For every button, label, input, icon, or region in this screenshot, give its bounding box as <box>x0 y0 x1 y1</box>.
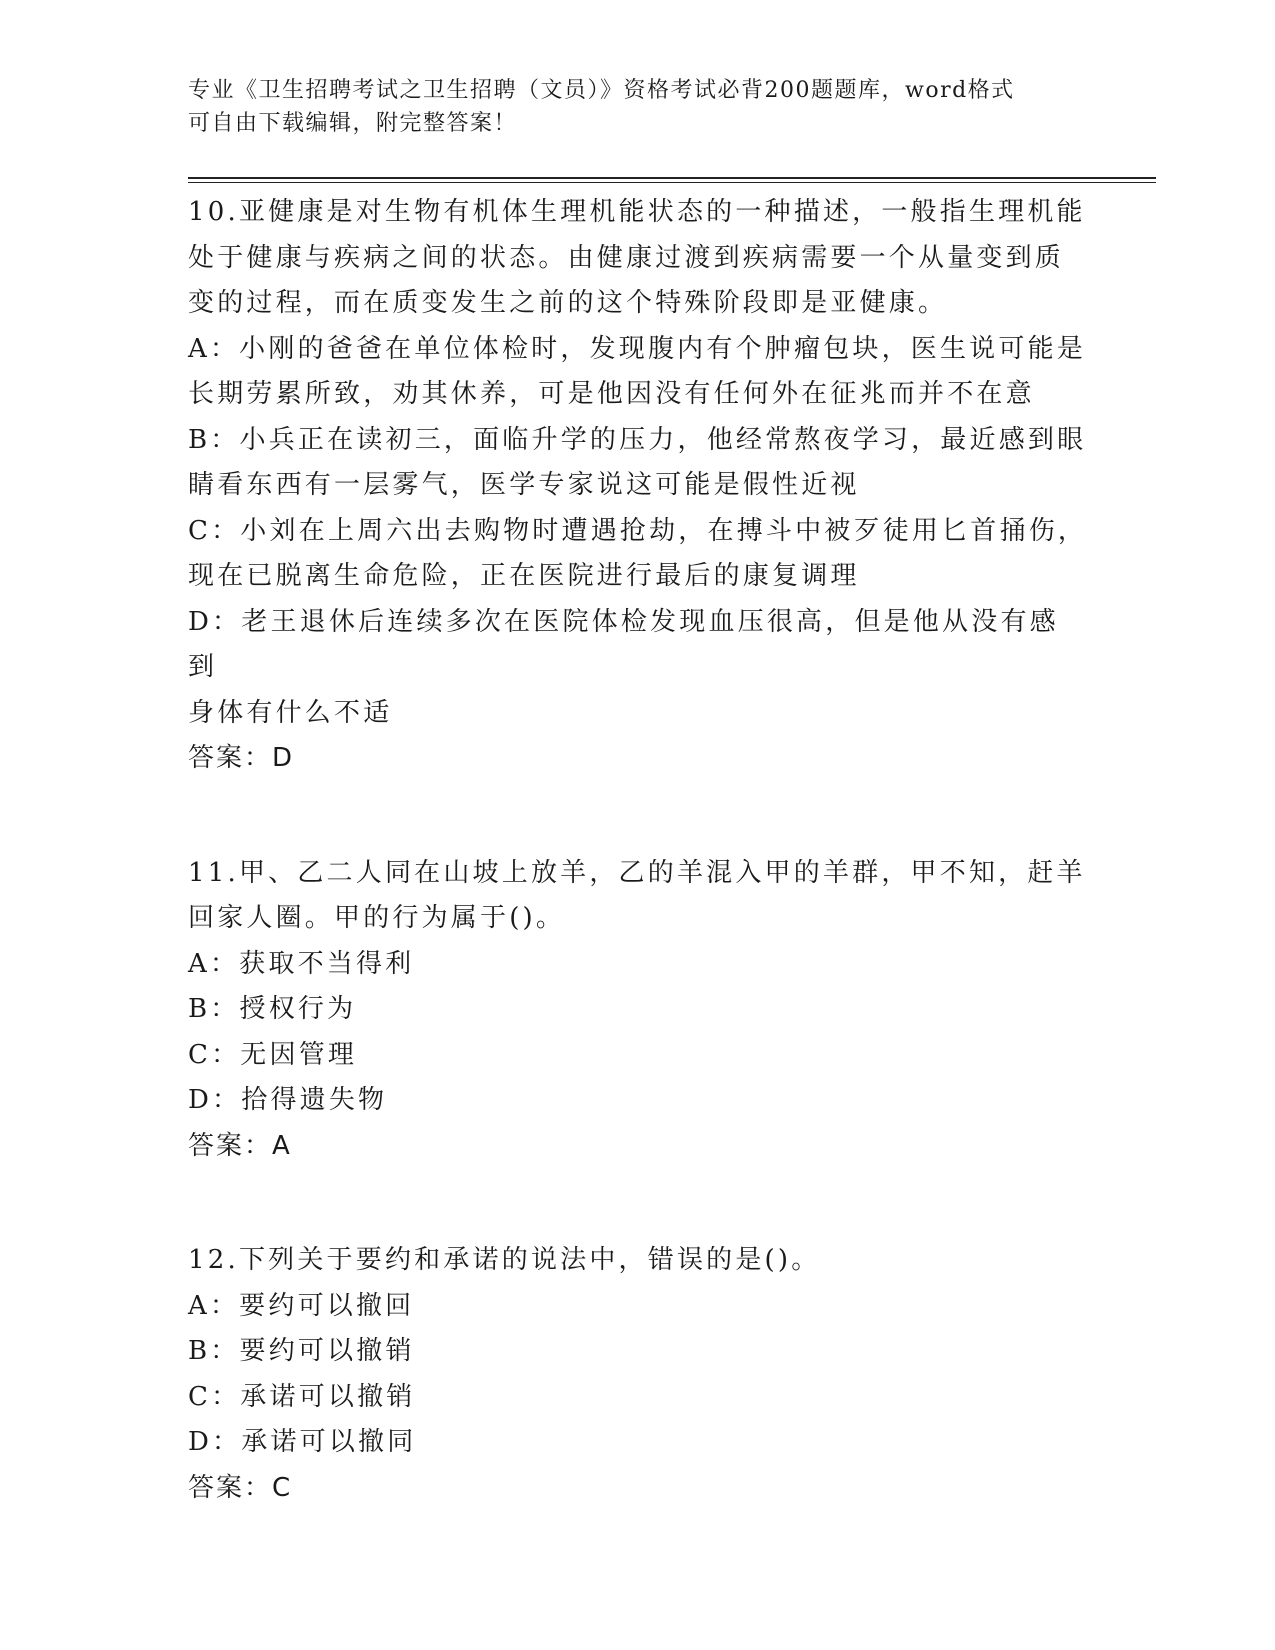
question-stem: 变的过程，而在质变发生之前的这个特殊阶段即是亚健康。 <box>188 288 948 318</box>
option-a: A：要约可以撤回 <box>188 1290 415 1321</box>
question-spacer <box>188 1169 1088 1238</box>
question-stem: 12.下列关于要约和承诺的说法中，错误的是()。 <box>188 1245 821 1275</box>
option-c: C：无因管理 <box>188 1039 358 1070</box>
question-stem: 10.亚健康是对生物有机体生理机能状态的一种描述，一般指生理机能 <box>188 197 1086 227</box>
option-a: A：获取不当得利 <box>188 948 415 979</box>
question-12 <box>188 1238 1088 1511</box>
option-b: B：小兵正在读初三，面临升学的压力，他经常熬夜学习，最近感到眼 <box>188 424 1087 455</box>
option-b: 睛看东西有一层雾气，医学专家说这可能是假性近视 <box>188 470 860 500</box>
question-list <box>188 190 1088 1511</box>
answer-label: 答案：C <box>188 1472 293 1503</box>
question-spacer <box>188 782 1088 851</box>
option-d: D：承诺可以撤同 <box>188 1427 417 1457</box>
option-d: D：老王退休后连续多次在医院体检发现血压很高，但是他从没有感到 <box>188 606 1059 682</box>
answer-label: 答案：A <box>188 1130 292 1161</box>
header-divider-top <box>188 177 1156 179</box>
header-line-1: 专业《卫生招聘考试之卫生招聘（文员）》资格考试必背200题题库，word格式 <box>188 78 1015 103</box>
answer-label: 答案：D <box>188 743 295 773</box>
option-d: D：拾得遗失物 <box>188 1085 388 1115</box>
question-stem: 回家人圈。甲的行为属于()。 <box>188 903 566 933</box>
option-c: C：承诺可以撤销 <box>188 1381 416 1412</box>
question-10 <box>188 190 1088 782</box>
question-stem: 处于健康与疾病之间的状态。由健康过渡到疾病需要一个从量变到质 <box>188 242 1065 273</box>
option-b: B：授权行为 <box>188 994 357 1024</box>
option-b: B：要约可以撤销 <box>188 1336 415 1366</box>
header-divider-bottom <box>188 182 1156 183</box>
question-stem: 11.甲、乙二人同在山坡上放羊，乙的羊混入甲的羊群，甲不知，赶羊 <box>188 857 1086 888</box>
option-c: 现在已脱离生命危险，正在医院进行最后的康复调理 <box>188 561 860 591</box>
document-header <box>188 74 1068 140</box>
option-a: A：小刚的爸爸在单位体检时，发现腹内有个肿瘤包块，医生说可能是 <box>188 333 1086 364</box>
header-line-2: 可自由下载编辑，附完整答案！ <box>188 111 518 136</box>
question-11 <box>188 851 1088 1170</box>
option-a: 长期劳累所致，劝其休养，可是他因没有任何外在征兆而并不在意 <box>188 379 1035 409</box>
option-d: 身体有什么不适 <box>188 697 393 728</box>
option-c: C：小刘在上周六出去购物时遭遇抢劫，在搏斗中被歹徒用匕首捅伤， <box>188 515 1088 546</box>
